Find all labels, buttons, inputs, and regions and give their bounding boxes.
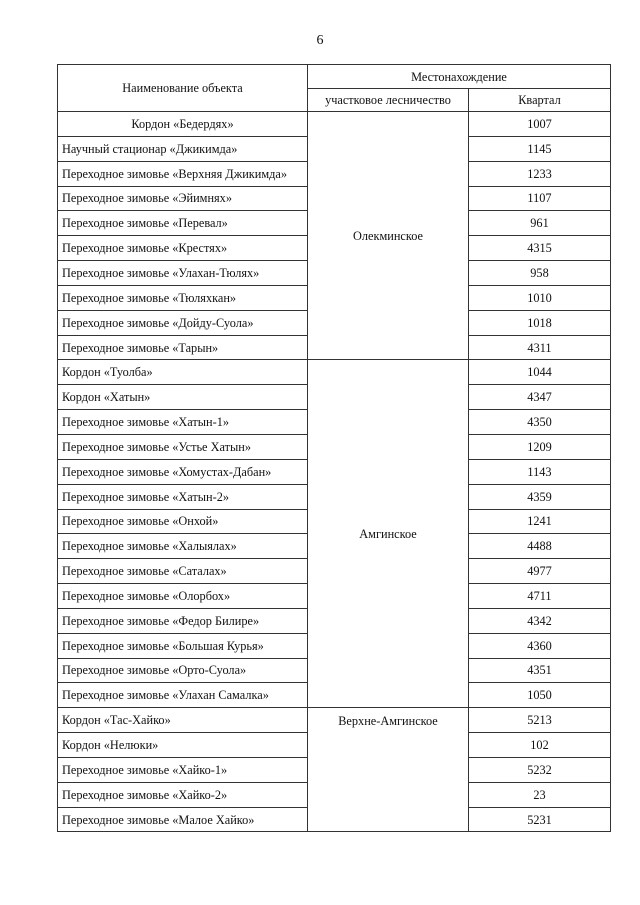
object-name-cell: Переходное зимовье «Олорбох» [58,584,308,609]
quarter-cell: 4360 [469,633,611,658]
object-name-cell: Переходное зимовье «Малое Хайко» [58,807,308,832]
quarter-cell: 102 [469,733,611,758]
quarter-cell: 23 [469,782,611,807]
object-name-cell: Кордон «Тас-Хайко» [58,708,308,733]
quarter-cell: 4711 [469,584,611,609]
quarter-cell: 5231 [469,807,611,832]
object-name-cell: Переходное зимовье «Хайко-1» [58,757,308,782]
object-name-cell: Научный стационар «Джикимда» [58,136,308,161]
header-object-name: Наименование объекта [58,65,308,112]
object-name-cell: Переходное зимовье «Верхняя Джикимда» [58,161,308,186]
table-row [58,708,611,733]
quarter-cell: 1209 [469,434,611,459]
object-name-cell: Переходное зимовье «Устье Хатын» [58,434,308,459]
quarter-cell: 4977 [469,559,611,584]
header-location: Местонахождение [308,65,611,89]
quarter-cell: 1050 [469,683,611,708]
quarter-cell: 4315 [469,236,611,261]
quarter-cell: 4351 [469,658,611,683]
quarter-cell: 1010 [469,285,611,310]
object-name-cell: Переходное зимовье «Онхой» [58,509,308,534]
quarter-cell: 1233 [469,161,611,186]
quarter-cell: 1145 [469,136,611,161]
object-name-cell: Переходное зимовье «Хатын-2» [58,484,308,509]
quarter-cell: 4359 [469,484,611,509]
quarter-cell: 5213 [469,708,611,733]
object-name-cell: Переходное зимовье «Хомустах-Дабан» [58,459,308,484]
quarter-cell: 1107 [469,186,611,211]
forestry-cell: Олекминское [308,112,469,360]
forestry-cell: Верхне-Амгинское [308,708,469,832]
quarter-cell: 958 [469,261,611,286]
object-name-cell: Переходное зимовье «Тюляхкан» [58,285,308,310]
object-name-cell: Переходное зимовье «Перевал» [58,211,308,236]
quarter-cell: 1143 [469,459,611,484]
object-name-cell: Кордон «Бедердях» [58,112,308,137]
object-name-cell: Переходное зимовье «Халыялах» [58,534,308,559]
object-name-cell: Переходное зимовье «Улахан-Тюлях» [58,261,308,286]
quarter-cell: 1007 [469,112,611,137]
object-name-cell: Переходное зимовье «Тарын» [58,335,308,360]
header-row-1 [58,65,611,89]
page-number: 6 [316,33,324,48]
quarter-cell: 5232 [469,757,611,782]
quarter-cell: 961 [469,211,611,236]
header-forestry: участковое лесничество [308,89,469,112]
quarter-cell: 4347 [469,385,611,410]
object-name-cell: Переходное зимовье «Улахан Самалка» [58,683,308,708]
table-body [58,112,611,832]
header-quarter: Квартал [469,89,611,112]
quarter-cell: 4311 [469,335,611,360]
object-name-cell: Переходное зимовье «Хайко-2» [58,782,308,807]
quarter-cell: 4488 [469,534,611,559]
quarter-cell: 1241 [469,509,611,534]
object-name-cell: Переходное зимовье «Эйимнях» [58,186,308,211]
table-row [58,112,611,137]
quarter-cell: 4342 [469,608,611,633]
object-name-cell: Переходное зимовье «Крестях» [58,236,308,261]
objects-table [57,64,611,832]
forestry-cell: Амгинское [308,360,469,708]
object-name-cell: Переходное зимовье «Орто-Суола» [58,658,308,683]
object-name-cell: Переходное зимовье «Саталах» [58,559,308,584]
object-name-cell: Кордон «Туолба» [58,360,308,385]
table-row [58,360,611,385]
quarter-cell: 1044 [469,360,611,385]
table-header [58,65,611,112]
object-name-cell: Переходное зимовье «Федор Билире» [58,608,308,633]
object-name-cell: Переходное зимовье «Дойду-Суола» [58,310,308,335]
object-name-cell: Кордон «Нелюки» [58,733,308,758]
quarter-cell: 1018 [469,310,611,335]
object-name-cell: Переходное зимовье «Большая Курья» [58,633,308,658]
quarter-cell: 4350 [469,410,611,435]
object-name-cell: Переходное зимовье «Хатын-1» [58,410,308,435]
object-name-cell: Кордон «Хатын» [58,385,308,410]
